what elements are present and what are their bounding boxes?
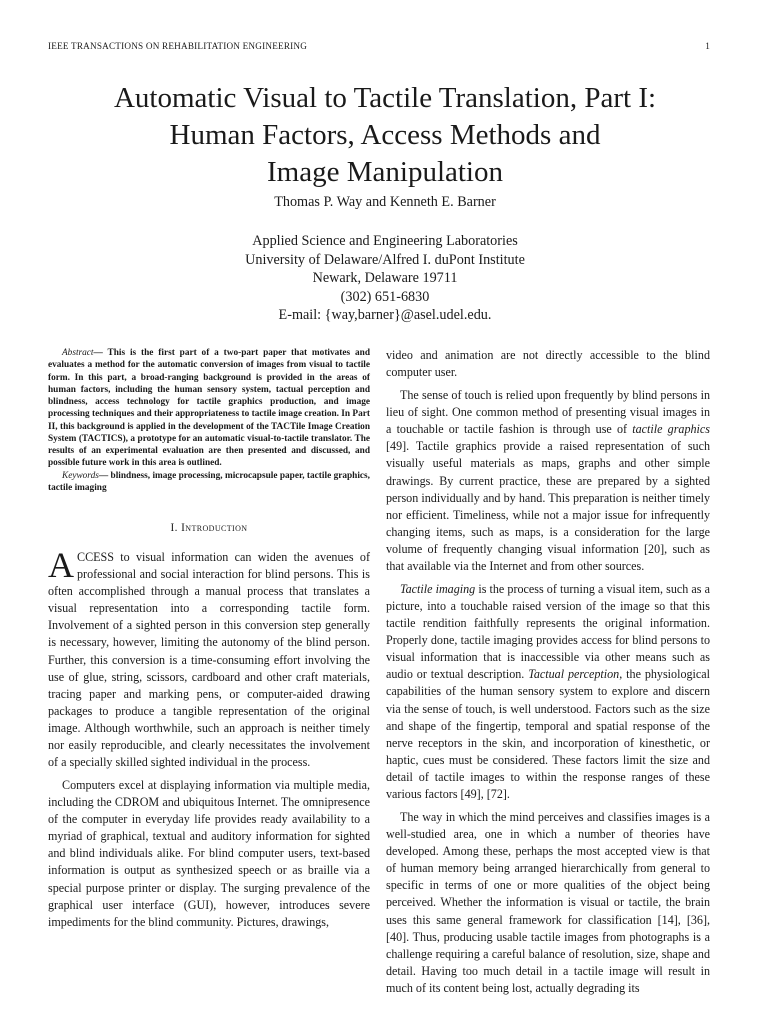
right-paragraph-2-before: The sense of touch is relied upon frequently by blind persons in lieu of sight. One common method of presenting visual images in a touchable or tactile fashion is through use of [386,388,710,437]
keywords [48,470,370,495]
right-paragraph-3-mid: is the process of turning a visual item, such as a picture, into a touchable raised version of the image so that this tactile rendition faithfully represents the original information. Properly done, tactile imaging provides access for blind persons to visual information that is inaccessible via other means such as audio or textual description. [386,582,710,682]
title-line-3: Image Manipulation [267,156,503,188]
section-heading-introduction [48,520,370,537]
keywords-text: blindness, image processing, microcapsule paper, tactile graphics, tactile imaging [48,470,370,493]
paper-title [40,80,730,191]
title-line-2: Human Factors, Access Methods and [169,119,601,151]
keywords-label: Keywords [62,470,99,481]
keywords-dash: — [98,470,111,481]
affiliation-line-3: Newark, Delaware 19711 [312,270,458,287]
journal-name: IEEE TRANSACTIONS ON REHABILITATION ENGINEERING [48,41,308,51]
affiliation-line-2: University of Delaware/Alfred I. duPont Institute [245,251,525,268]
affiliation-email: E-mail: {way,barner}@asel.udel.edu. [278,307,492,324]
term-tactile-imaging: Tactile imaging [400,582,476,597]
right-column [386,347,710,997]
right-paragraph-4: The way in which the mind perceives and classifies images is a well-studied area, one in which a number of theories have developed. Among these, perhaps the most accepted view is that of human memory being arranged hierarchically from general to specific in terms of one or more qualities of the object being perceived. Whether the information is visual or tactile, the brain uses this same general framework for classification [14], [36], [40]. Thus, producing usable tactile images from photographs is a challenge requiring a careful balance of resolution, size, shape and detail. Having too much detail in a tactile image will result in much of its content being lost, actually degrading its [386,810,710,995]
abstract [48,347,370,470]
title-line-1: Automatic Visual to Tactile Translation, Part I: [113,82,657,114]
right-paragraph-3-after: , the physiological capabilities of the human sensory system to explore and discern via the sense of touch, is well understood. Factors such as the size and shape of the fingertip, temporal and spatial response of the nerve receptors in the skin, and incorporation of kinesthetic, or haptic, cues must be considered. These factors limit the size and detail of tactile images to within the response ranges of these various factors [49], [72]. [386,667,710,801]
right-paragraph-3 [386,581,710,803]
drop-cap: A [48,545,74,586]
right-paragraph-2 [386,387,710,575]
running-head [48,41,710,55]
intro-paragraph-2: Computers excel at displaying information via multiple media, including the CDROM and ubiquitous Internet. The omnipresence of the computer in everyday life provides ready availability to a myriad of graphical, textual and auditory information for sighted and blind individuals alike. For blind computer users, text-based information is output as synthesized speech or as braille via a special purpose printer or display. The surging prevalence of the graphical user interface (GUI), however, introduces severe impediments for the blind community. Pictures, drawings, [48,778,370,929]
right-paragraph-2-after: [49]. Tactile graphics provide a raised representation of such visually useful materials as maps, graphs and other simple drawings. By current practice, these are prepared by a sighted person individually and by hand. This preparation is neither timely nor efficient. Timeliness, while not a major issue for infrequently changing items, such as maps, is a consideration for the large volume of frequently changing visual information [20], such as that available via the Internet and from other sources. [386,439,710,573]
left-column [48,347,370,931]
intro-paragraph-1-text: CCESS to visual information can widen the avenues of professional and social interaction for blind persons. This is often accomplished through a manual process that translates a visual representation into a corresponding tactile form. Involvement of a sighted person in this conversion step generally is necessary, however, limiting the autonomy of the blind person. Further, this conversion is a time-consuming effort involving the use of glue, string, scissors, cardboard and other craft materials, tracing paper and marking pens, or computer-aided drawing packages to produce a tangible representation of the original image. Although worthwhile, such an approach is neither timely nor easily reproducible, and clearly necessitates the involvement of a specially skilled sighted individual in the process. [48,550,370,770]
affiliation-phone: (302) 651-6830 [340,288,430,305]
section-title: Introduction [181,522,248,534]
term-tactile-graphics: tactile graphics [632,422,710,437]
page-number: 1 [705,41,710,51]
abstract-text: This is the first part of a two-part paper that motivates and evaluates a method for the automatic conversion of images from visual to tactile form. In this part, a broad-ranging background is provided in the areas of human factors, including the human sensory system, tactual perception and blindness, access technology for tactile graphics production, and image processing techniques and their appropriateness to tactile image creation. In Part II, this background is applied in the development of the TACTile Image Creation System (TACTICS), a prototype for an automatic visual-to-tactile translator. The results of an experimental evaluation are then presented and discussed, and possible future work in this area is outlined. [48,348,370,469]
affiliation-block [40,232,730,325]
term-tactual-perception: Tactual perception [528,667,620,682]
right-paragraph-1: video and animation are not directly accessible to the blind computer user. [386,348,710,380]
abstract-dash: — [93,348,108,358]
abstract-label: Abstract [62,348,94,358]
intro-paragraph-1 [48,545,370,771]
author-list: Thomas P. Way and Kenneth E. Barner [274,194,496,210]
section-number: I. [170,522,182,534]
affiliation-line-1: Applied Science and Engineering Laboratories [252,233,518,249]
